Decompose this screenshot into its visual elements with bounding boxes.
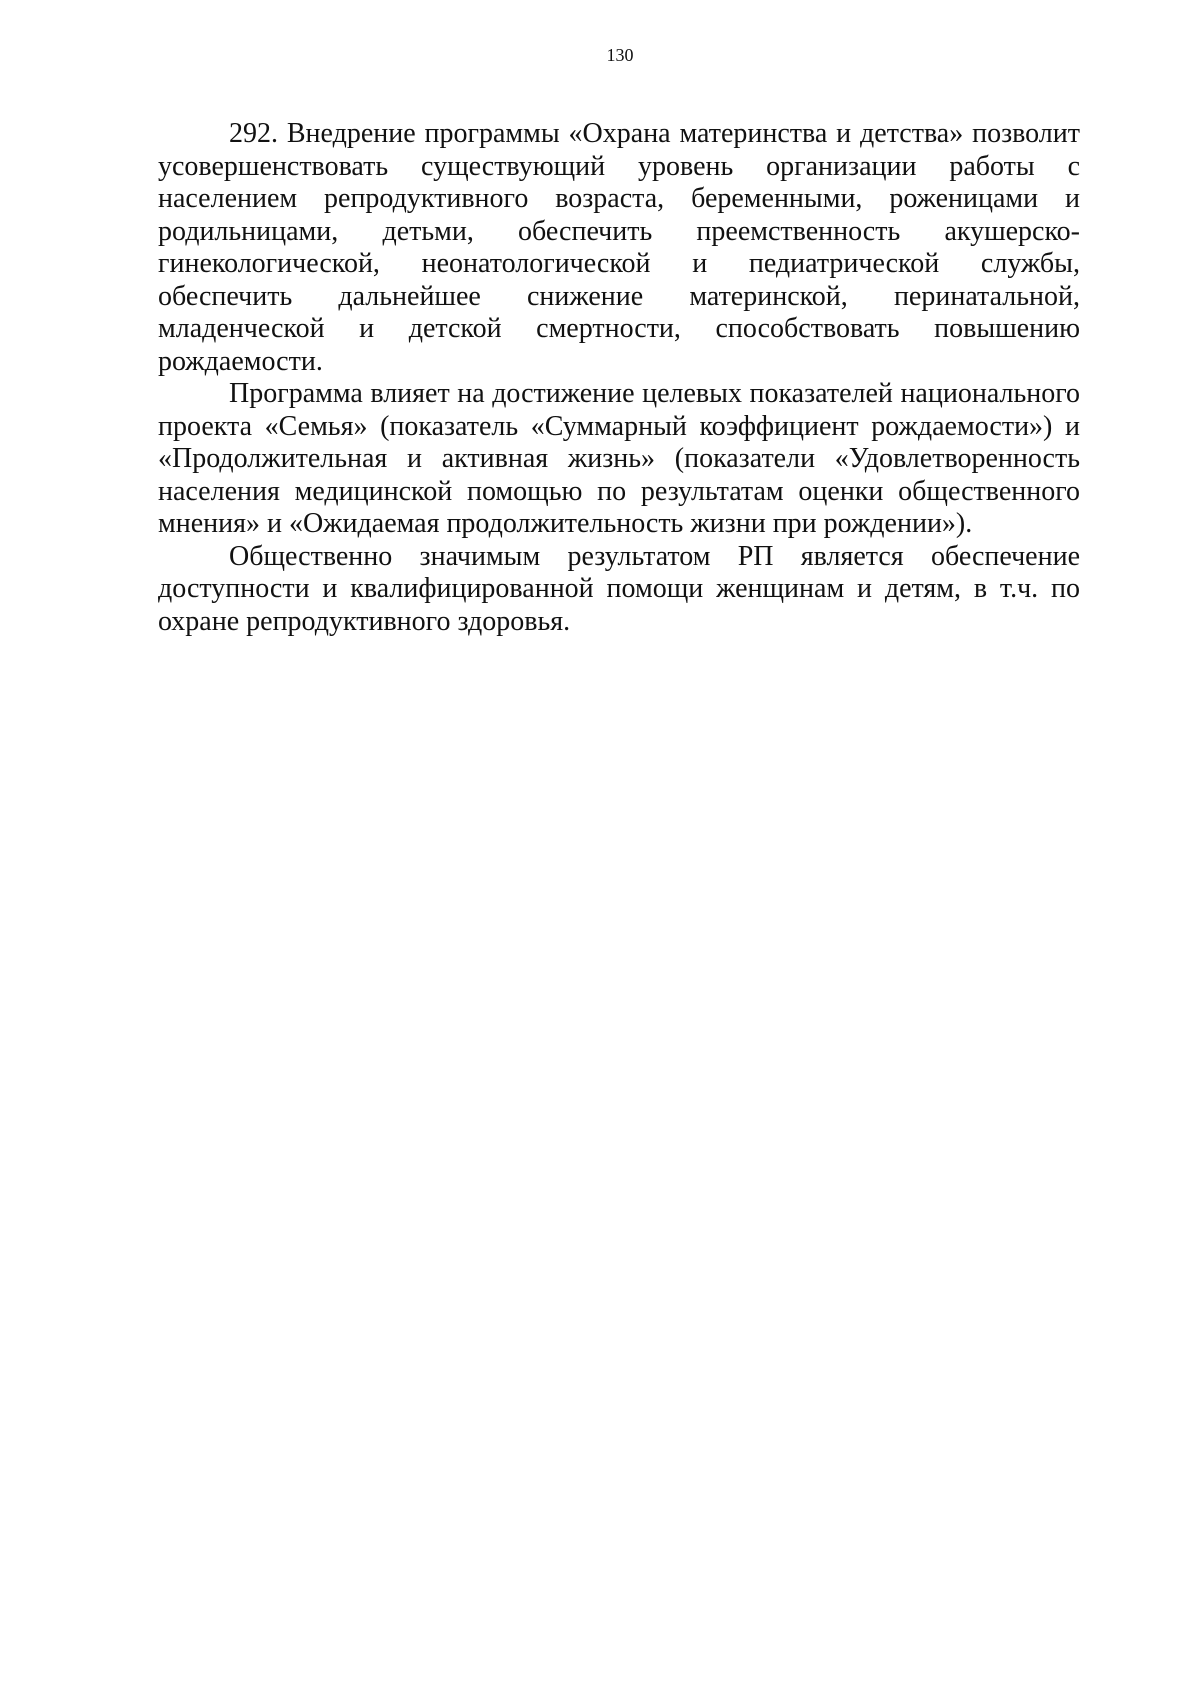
paragraph-result: Общественно значимым результатом РП является обеспечение доступности и квалифицированной помощи женщинам и детям, в т.ч. по охране репродуктивного здоровья. [158, 540, 1080, 637]
page-number: 130 [606, 45, 634, 65]
paragraph-program-impact: Программа влияет на достижение целевых показателей национального проекта «Семья» (показатель «Суммарный коэффициент рождаемости») и «Продолжительная и активная жизнь» (показатели «Удовлетворенность населения медицинской помощью по результатам оценки общественного мнения» и «Ожидаемая продолжительность жизни при рождении»). [158, 378, 1080, 539]
document-body [158, 118, 1080, 638]
paragraph-292: 292. Внедрение программы «Охрана материнства и детства» позволит усовершенствовать существующий уровень организации работы с населением репродуктивного возраста, беременными, роженицами и родильницами, детьми, обеспечить преемственность акушерско-гинекологической, неонатологической и педиатрической службы, обеспечить дальнейшее снижение материнской, перинатальной, младенческой и детской смертности, способствовать повышению рождаемости. [158, 118, 1080, 377]
